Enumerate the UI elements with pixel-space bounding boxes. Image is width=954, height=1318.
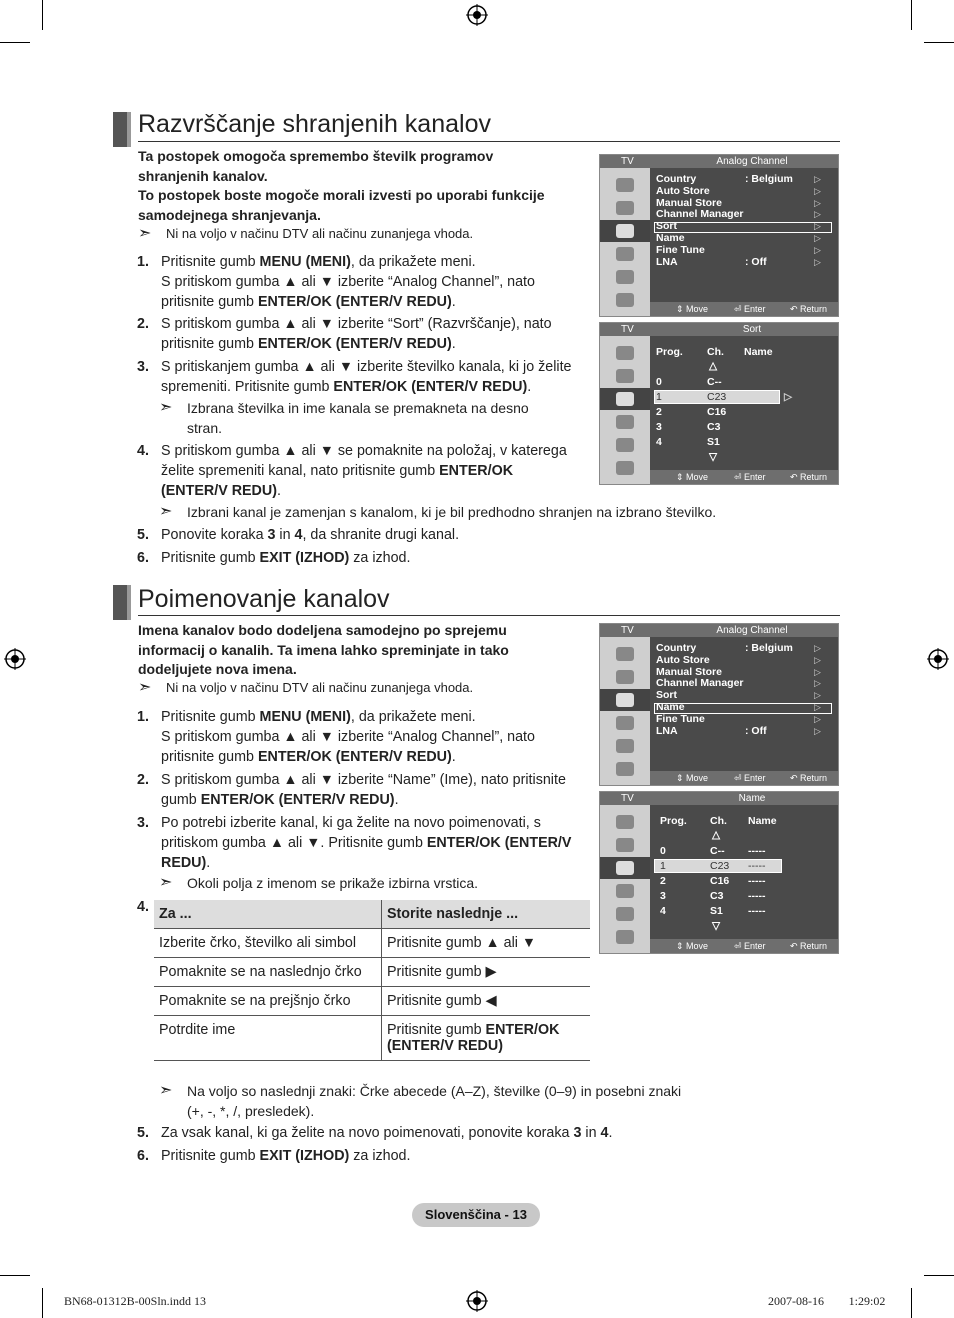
channel-cell: C23 (707, 391, 727, 403)
submenu-arrow-icon: ▷ (814, 702, 821, 712)
channel-cell: ----- (748, 890, 766, 902)
selection-highlight (654, 703, 832, 714)
channel-cell: C-- (707, 376, 722, 388)
step-text: Po potrebi izberite kanal, ki ga želite na novo poimenovati, s pritiskom gumba ▲ ali ▼. Pritisnite gumb ENTER/OK (ENTER/V REDU). (161, 815, 572, 871)
lna-value: : Off (745, 724, 767, 737)
crop-mark (42, 1288, 43, 1318)
channel-cell: 3 (660, 890, 666, 902)
tv-menu-list (650, 805, 838, 939)
channel-cell: 1 (660, 860, 666, 872)
tv-menu-category-icon (600, 197, 650, 219)
footer-enter-icon: ⏎ (734, 773, 742, 783)
selection-box (654, 859, 782, 873)
footer-enter-icon: ⏎ (734, 472, 742, 482)
submenu-arrow-icon: ▷ (814, 197, 821, 208)
step-text: Ponovite koraka 3 in 4, da shranite drugi kanal. (161, 527, 460, 543)
tv-menu-header: TV Sort (600, 323, 838, 336)
step-number: 1. (137, 709, 149, 725)
submenu-arrow-icon: ▷ (814, 643, 821, 653)
footer-return: ↶ Return (790, 773, 828, 783)
section-intro: Ta postopek omogoča spremembo številk programov shranjenih kanalov. To postopek boste mogoče morali izvesti po uporabi funkcije samodejnega shranjevanja. (138, 148, 545, 223)
footer-move: ⇕ Move (676, 472, 709, 482)
tv-menu-category-icon (600, 289, 650, 311)
submenu-arrow-icon: ▷ (814, 666, 821, 677)
section-title-name: Poimenovanje kanalov (138, 585, 390, 613)
step-number: 3. (137, 359, 149, 375)
step-text: Pritisnite gumb EXIT (IZHOD) za izhod. (161, 1148, 411, 1164)
title-bar-decoration (113, 112, 127, 147)
step-number: 4. (137, 443, 149, 459)
table-cell: Potrdite ime (154, 1016, 382, 1061)
submenu-arrow-icon: ▷ (814, 713, 821, 724)
table-row (154, 958, 590, 987)
tv-menu-category-icon (600, 735, 650, 757)
tv-menu-footer (650, 939, 838, 953)
crop-mark (924, 42, 954, 43)
section-intro: Imena kanalov bodo dodeljena samodejno po sprejemu informacij o kanalih. Ta imena lahko spreminjate in tako dodeljujete nova imena. (138, 622, 509, 677)
tv-menu-header: TV Analog Channel (600, 155, 838, 168)
tv-menu-category-icon (600, 266, 650, 288)
tv-menu-category-icon (600, 434, 650, 456)
channel-cell: 4 (660, 905, 666, 917)
tv-menu-sidebar (600, 168, 650, 316)
table-header-row (154, 900, 590, 929)
tv-menu-category-icon (600, 666, 650, 688)
registration-mark-icon (4, 648, 26, 670)
footer-move-icon: ⇕ (676, 941, 684, 951)
channel-cell: C3 (707, 421, 721, 433)
column-header: Name (748, 815, 777, 827)
crop-mark (924, 1275, 954, 1276)
country-value: : Belgium (745, 173, 793, 185)
tv-menu-category-icon (600, 411, 650, 433)
tv-menu-category-icon (600, 857, 650, 879)
tv-menu-item: Country (656, 173, 697, 185)
tv-menu-item: Channel Manager (656, 208, 744, 221)
tv-menu-analog-channel-name (599, 623, 839, 786)
channel-cell: 0 (660, 845, 666, 857)
submenu-arrow-icon: ▷ (814, 725, 821, 736)
step-text: Pritisnite gumb EXIT (IZHOD) za izhod. (161, 550, 411, 566)
tv-menu-sidebar (600, 637, 650, 785)
channel-cell: C16 (710, 875, 730, 887)
tv-menu-footer (650, 302, 838, 316)
tv-menu-category-icon (600, 342, 650, 364)
submenu-arrow-icon: ▷ (814, 256, 821, 267)
step-text: S pritiskom gumba ▲ ali ▼ izberite “Sort” (Razvrščanje), nato pritisnite gumb ENTER/OK (ENTER/V REDU). (161, 316, 552, 352)
page-number-badge: Slovenščina - 13 (412, 1203, 540, 1227)
tv-menu-category-icon (600, 712, 650, 734)
channel-cell: C23 (710, 860, 730, 872)
tv-menu-footer (650, 470, 838, 484)
footer-return: ↶ Return (790, 304, 828, 314)
tv-menu-item: Sort (656, 689, 677, 702)
title-bar-decoration (113, 585, 127, 620)
channel-cell: 1 (656, 391, 662, 403)
footer-move: ⇕ Move (676, 773, 709, 783)
channel-cell: C16 (707, 406, 727, 418)
note-arrow-icon: ➣ (138, 679, 152, 696)
crop-mark (911, 1288, 912, 1318)
channel-cell: ----- (748, 905, 766, 917)
step-text: Pritisnite gumb MENU (MENI), da prikažete meni. S pritiskom gumba ▲ ali ▼ izberite “Analog Channel”, nato pritisnite gumb ENTER/OK (ENTER/V REDU). (161, 254, 535, 310)
channel-cell: ----- (748, 860, 766, 872)
tv-menu-item: Channel Manager (656, 677, 744, 690)
footer-enter: ⏎ Enter (734, 472, 766, 482)
column-header: Prog. (656, 346, 683, 358)
column-header: Prog. (660, 815, 687, 827)
print-info-right: 2007-08-16 ￿￿ 1:29:02 (768, 1294, 886, 1308)
table-cell: Pritisnite gumb ▲ ali ▼ (382, 929, 591, 958)
section-title-sort: Razvrščanje shranjenih kanalov (138, 110, 491, 138)
channel-cell: 4 (656, 436, 662, 448)
table-cell: Pomaknite se na prejšnjo črko (154, 987, 382, 1016)
footer-enter-icon: ⏎ (734, 941, 742, 951)
tv-menu-category-icon (600, 174, 650, 196)
channel-cell: C3 (710, 890, 724, 902)
footer-return-icon: ↶ (790, 472, 798, 482)
registration-mark-icon (927, 648, 949, 670)
table-row (154, 929, 590, 958)
title-bar-decoration (127, 112, 131, 147)
note-arrow-icon: ➣ (138, 225, 152, 242)
step-text: Za vsak kanal, ki ga želite na novo poimenovati, ponovite koraka 3 in 4. (161, 1125, 613, 1141)
tv-menu-item: LNA (656, 255, 678, 268)
submenu-arrow-icon: ▷ (814, 174, 821, 184)
channel-cell: 2 (660, 875, 666, 887)
table-row (154, 1016, 590, 1061)
note-arrow-icon: ➣ (159, 399, 173, 416)
tv-menu-name (599, 791, 839, 954)
tv-menu-item: Auto Store (656, 653, 710, 666)
tv-menu-item: Manual Store (656, 665, 722, 678)
scroll-up-icon: △ (709, 360, 718, 372)
selection-box (654, 390, 780, 404)
submenu-arrow-icon: ▷ (814, 244, 821, 255)
tv-menu-item: Name (656, 701, 685, 713)
tv-menu-sort (599, 322, 839, 485)
step-text: S pritiskom gumba ▲ ali ▼ izberite “Name” (Ime), nato pritisnite gumb ENTER/OK (ENTER/V REDU). (161, 772, 566, 808)
registration-mark-icon (466, 1290, 488, 1312)
submenu-arrow-icon: ▷ (814, 233, 821, 243)
scroll-up-icon: △ (712, 829, 721, 841)
submenu-arrow-icon: ▷ (814, 678, 821, 689)
crop-mark (911, 0, 912, 30)
step-text: S pritiskanjem gumba ▲ ali ▼ izberite številko kanala, ki jo želite spremeniti. Pritisnite gumb ENTER/OK (ENTER/V REDU). (161, 359, 572, 395)
footer-return: ↶ Return (790, 472, 828, 482)
note-arrow-icon: ➣ (159, 503, 173, 520)
footer-move-icon: ⇕ (676, 472, 684, 482)
tv-menu-item: Country (656, 642, 697, 654)
tv-menu-item: LNA (656, 724, 678, 737)
country-value: : Belgium (745, 642, 793, 654)
tv-menu-category-icon (600, 926, 650, 948)
footer-move-icon: ⇕ (676, 773, 684, 783)
move-right-icon: ▷ (784, 391, 793, 403)
step-number: 5. (137, 1125, 149, 1141)
step-text: S pritiskom gumba ▲ ali ▼ se pomaknite na položaj, v katerega želite spremeniti kanal, nato pritisnite gumb ENTER/OK (ENTER/V REDU). (161, 443, 567, 499)
step-text: Pritisnite gumb MENU (MENI), da prikažete meni. S pritiskom gumba ▲ ali ▼ izberite “Analog Channel”, nato pritisnite gumb ENTER/OK (ENTER/V REDU). (161, 709, 535, 765)
tv-menu-sidebar (600, 336, 650, 484)
title-bar-decoration (127, 585, 131, 620)
table-cell: Pritisnite gumb ▶ (382, 958, 591, 987)
table-row (154, 987, 590, 1016)
tv-menu-item: Fine Tune (656, 712, 705, 725)
step-number: 6. (137, 550, 149, 566)
table-cell: Pritisnite gumb ◀ (382, 987, 591, 1016)
table-cell: Pomaknite se na naslednjo črko (154, 958, 382, 987)
submenu-arrow-icon: ▷ (814, 209, 821, 220)
submenu-arrow-icon: ▷ (814, 690, 821, 701)
footer-move: ⇕ Move (676, 304, 709, 314)
step-number: 4. (137, 899, 149, 915)
footer-enter: ⏎ Enter (734, 941, 766, 951)
footer-return-icon: ↶ (790, 773, 798, 783)
channel-cell: S1 (710, 905, 723, 917)
scroll-down-icon: ▽ (712, 920, 721, 932)
note-arrow-icon: ➣ (159, 1082, 173, 1099)
tv-menu-item: Fine Tune (656, 243, 705, 256)
scroll-down-icon: ▽ (709, 451, 718, 463)
crop-mark (0, 1275, 30, 1276)
footer-return-icon: ↶ (790, 304, 798, 314)
crop-mark (42, 0, 43, 30)
tv-menu-list (650, 336, 838, 470)
channel-cell: ----- (748, 845, 766, 857)
submenu-arrow-icon: ▷ (814, 185, 821, 196)
title-rule (138, 615, 840, 616)
channel-cell: C-- (710, 845, 725, 857)
title-rule (138, 141, 840, 142)
submenu-arrow-icon: ▷ (814, 221, 821, 232)
tv-menu-header: TV Name (600, 792, 838, 805)
tv-menu-category-icon (600, 388, 650, 410)
step-number: 1. (137, 254, 149, 270)
footer-move-icon: ⇕ (676, 304, 684, 314)
column-header: Name (744, 346, 773, 358)
footer-enter: ⏎ Enter (734, 304, 766, 314)
name-editing-table (154, 900, 590, 1061)
tv-menu-item: Auto Store (656, 184, 710, 197)
channel-cell: 3 (656, 421, 662, 433)
tv-menu-category-icon (600, 758, 650, 780)
tv-menu-category-icon (600, 834, 650, 856)
table-header-cell: Storite naslednje ... (382, 900, 591, 929)
tv-menu-category-icon (600, 243, 650, 265)
tv-menu-item: Sort (656, 220, 677, 233)
tv-menu-sidebar (600, 805, 650, 953)
footer-enter: ⏎ Enter (734, 773, 766, 783)
registration-mark-icon (466, 4, 488, 26)
tv-menu-category-icon (600, 457, 650, 479)
channel-cell: ----- (748, 875, 766, 887)
tv-menu-category-icon (600, 811, 650, 833)
tv-menu-category-icon (600, 220, 650, 242)
step-number: 3. (137, 815, 149, 831)
tv-menu-header: TV Analog Channel (600, 624, 838, 637)
footer-return: ↶ Return (790, 941, 828, 951)
print-info-left: BN68-01312B-00Sln.indd 13 (64, 1294, 207, 1308)
footer-move: ⇕ Move (676, 941, 709, 951)
step-number: 6. (137, 1148, 149, 1164)
column-header: Ch. (710, 815, 727, 827)
tv-menu-category-icon (600, 643, 650, 665)
tv-menu-footer (650, 771, 838, 785)
tv-menu-category-icon (600, 365, 650, 387)
tv-menu-item: Name (656, 232, 685, 244)
crop-mark (0, 42, 30, 43)
table-cell: Pritisnite gumb ENTER/OK (ENTER/V REDU) (382, 1016, 591, 1061)
step-number: 2. (137, 772, 149, 788)
lna-value: : Off (745, 255, 767, 268)
channel-cell: S1 (707, 436, 720, 448)
step-number: 2. (137, 316, 149, 332)
submenu-arrow-icon: ▷ (814, 654, 821, 665)
footer-enter-icon: ⏎ (734, 304, 742, 314)
tv-menu-item: Manual Store (656, 196, 722, 209)
table-cell: Izberite črko, številko ali simbol (154, 929, 382, 958)
step-number: 5. (137, 527, 149, 543)
tv-menu-category-icon (600, 689, 650, 711)
table-header-cell: Za ... (154, 900, 382, 929)
channel-cell: 2 (656, 406, 662, 418)
tv-menu-category-icon (600, 903, 650, 925)
tv-menu-analog-channel (599, 154, 839, 317)
channel-cell: 0 (656, 376, 662, 388)
footer-return-icon: ↶ (790, 941, 798, 951)
tv-menu-list (650, 168, 838, 302)
tv-menu-category-icon (600, 880, 650, 902)
note-arrow-icon: ➣ (159, 874, 173, 891)
tv-menu-list (650, 637, 838, 771)
column-header: Ch. (707, 346, 724, 358)
